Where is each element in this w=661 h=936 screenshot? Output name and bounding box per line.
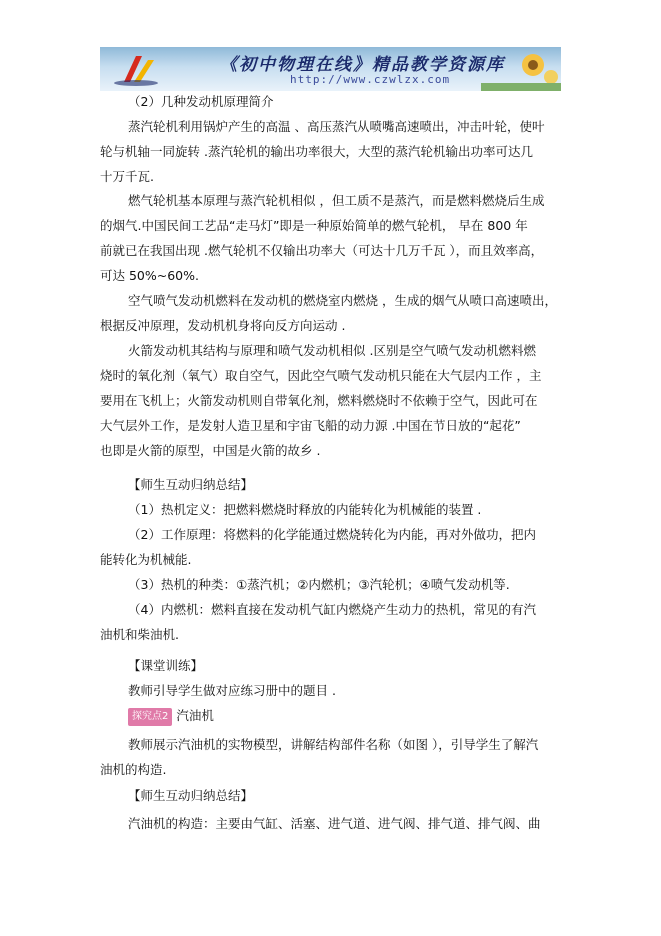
text-line [100, 393, 538, 409]
text-line [100, 144, 533, 160]
line-text: 汽油机 [176, 708, 214, 723]
text-line [100, 368, 541, 384]
line-text: 十万千瓦. [100, 169, 154, 184]
line-text: （2）几种发动机原理简介 [128, 94, 274, 109]
text-line [128, 293, 557, 309]
line-text: 【课堂训练】 [128, 658, 204, 673]
line-text: 烧时的氧化剂（氧气）取自空气，因此空气喷气发动机只能在大气层内工作 ，主 [100, 368, 542, 383]
line-text: 燃气轮机基本原理与蒸汽轮机相似 ，但工质不是蒸汽，而是燃料燃烧后生成 [128, 193, 545, 208]
line-text: 蒸汽轮机利用锅炉产生的高温 、高压蒸汽从喷嘴高速喷出，冲击叶轮，使叶 [128, 119, 545, 134]
site-logo-icon [106, 50, 166, 88]
text-line [100, 318, 345, 334]
line-text: 要用在飞机上；火箭发动机则自带氧化剂，燃料燃烧时不依赖于空气，因此可在 [100, 393, 538, 408]
line-text: 教师引导学生做对应练习册中的题目 . [128, 683, 336, 698]
line-text: 汽油机的构造：主要由气缸、活塞、进气道、进气阀、排气道、排气阀、曲 [128, 816, 541, 831]
flower-decoration-icon [481, 47, 561, 91]
text-line [128, 477, 253, 493]
text-line [128, 737, 538, 753]
line-text: 前就已在我国出现 .燃气轮机不仅输出功率大（可达十几万千瓦 ），而且效率高， [100, 243, 544, 258]
text-line [100, 243, 543, 259]
text-line [100, 627, 179, 643]
line-text: 根据反冲原理，发动机机身将向反方向运动 . [100, 318, 346, 333]
line-text: 大气层外工作，是发射人造卫星和宇宙飞船的动力源 .中国在节日放的“起花” [100, 418, 521, 433]
line-text: 【师生互动归纳总结】 [128, 477, 254, 492]
text-line [128, 343, 536, 359]
line-text: 的烟气.中国民间工艺品“走马灯”即是一种原始简单的燃气轮机， 早在 800 年 [100, 218, 528, 233]
text-line [128, 527, 536, 543]
text-line [128, 788, 253, 804]
text-line [128, 119, 544, 135]
header-banner [100, 47, 561, 91]
line-text: （1）热机定义：把燃料燃烧时释放的内能转化为机械能的装置 . [128, 502, 482, 517]
text-line [100, 218, 528, 234]
line-text: 轮与机轴一同旋转 .蒸汽轮机的输出功率很大，大型的蒸汽轮机输出功率可达几 [100, 144, 533, 159]
line-text: 油机的构造. [100, 762, 167, 777]
text-line [100, 418, 521, 434]
line-text: 也即是火箭的原型，中国是火箭的故乡 . [100, 443, 321, 458]
text-line [128, 193, 544, 209]
line-text: 能转化为机械能. [100, 552, 192, 567]
text-line [100, 552, 191, 568]
text-line [128, 708, 214, 726]
text-line [128, 502, 481, 518]
line-text: 空气喷气发动机燃料在发动机的燃烧室内燃烧 ，生成的烟气从喷口高速喷出， [128, 293, 557, 308]
text-line [100, 443, 320, 459]
text-line [100, 268, 199, 284]
text-line [100, 762, 166, 778]
line-text: （3）热机的种类：①蒸汽机；②内燃机；③汽轮机；④喷气发动机等. [128, 577, 510, 592]
banner-title: 《初中物理在线》精品教学资源库 [220, 55, 505, 75]
line-text: （2）工作原理：将燃料的化学能通过燃烧转化为内能，再对外做功，把内 [128, 527, 536, 542]
text-line [128, 94, 273, 110]
line-text: 【师生互动归纳总结】 [128, 788, 254, 803]
line-text: 可达 50%~60%. [100, 268, 199, 283]
banner-url[interactable]: http://www.czwlzx.com [290, 73, 451, 86]
line-text: 教师展示汽油机的实物模型，讲解结构部件名称（如图 ），引导学生了解汽 [128, 737, 539, 752]
line-text: 油机和柴油机. [100, 627, 179, 642]
text-line [128, 658, 203, 674]
line-text: （4）内燃机：燃料直接在发动机气缸内燃烧产生动力的热机，常见的有汽 [128, 602, 536, 617]
text-line [128, 577, 510, 593]
section-tag: 探究点2 [128, 708, 172, 726]
text-line [128, 816, 541, 832]
text-line [100, 169, 154, 185]
text-line [128, 602, 536, 618]
text-line [128, 683, 336, 699]
line-text: 火箭发动机其结构与原理和喷气发动机相似 .区别是空气喷气发动机燃料燃 [128, 343, 536, 358]
